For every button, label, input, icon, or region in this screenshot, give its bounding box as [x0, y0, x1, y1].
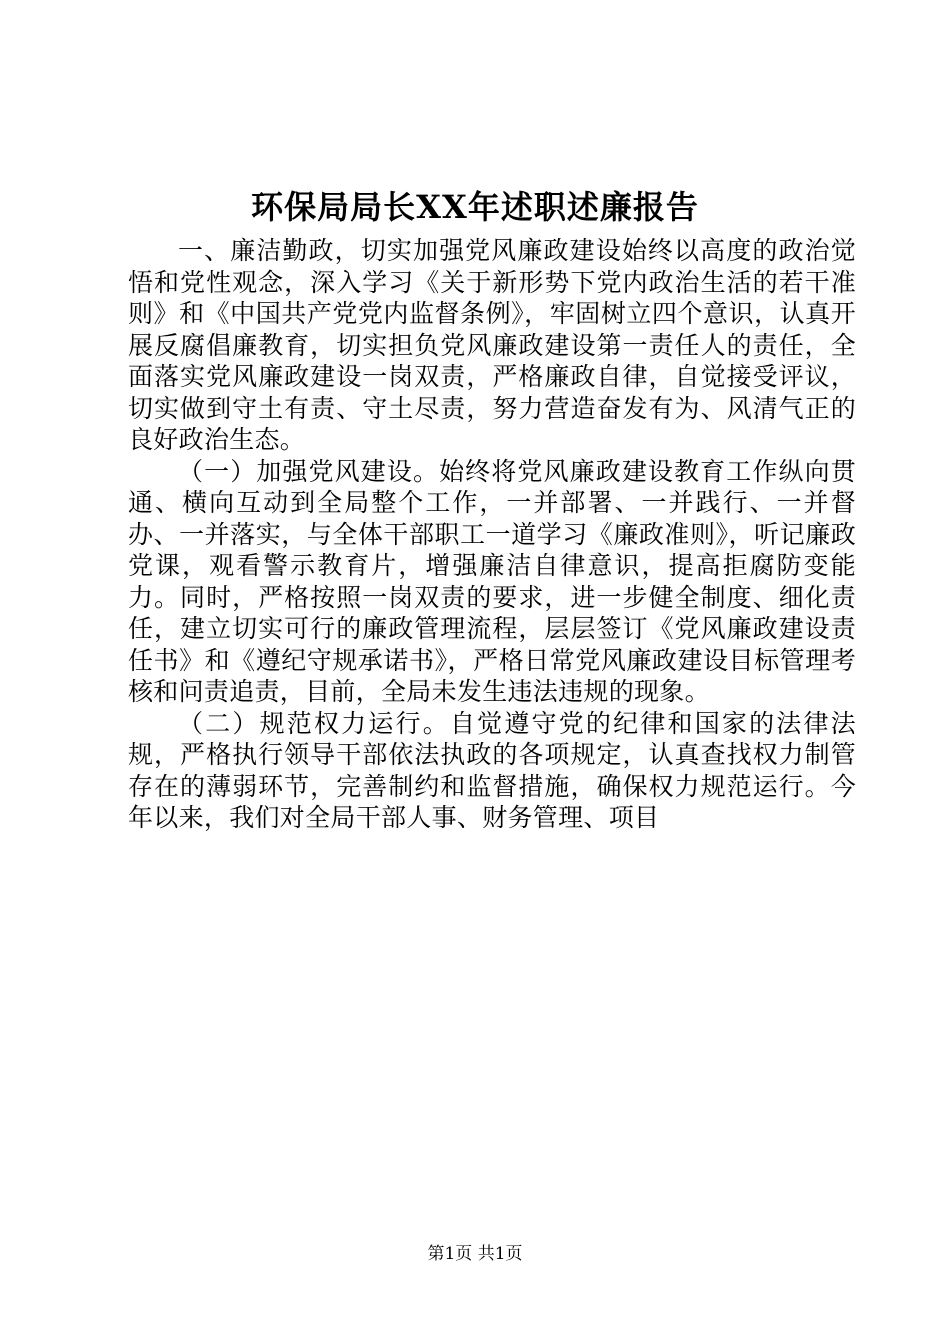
paragraph-intro: 一、廉洁勤政，切实加强党风廉政建设始终以高度的政治觉悟和党性观念，深入学习《关于新形势下党内政治生活的若干准则》和《中国共产党党内监督条例》，牢固树立四个意识，认真开展反腐倡廉教育，切实担负党风廉政建设第一责任人的责任，全面落实党风廉政建设一岗双责，严格廉政自律，自觉接受评议，切实做到守土有责、守土尽责，努力营造奋发有为、风清气正的良好政治生态。	[128, 236, 856, 454]
document-body	[128, 235, 856, 834]
page-footer: 第1页 共1页	[427, 1244, 523, 1264]
paragraph-power-regulation: （二）规范权力运行。自觉遵守党的纪律和国家的法律法规，严格执行领导干部依法执政的各项规定，认真查找权力制管存在的薄弱环节，完善制约和监督措施，确保权力规范运行。今年以来，我们对全局干部人事、财务管理、项目	[128, 708, 856, 832]
paragraph-party-style: （一）加强党风建设。始终将党风廉政建设教育工作纵向贯通、横向互动到全局整个工作，一并部署、一并践行、一并督办、一并落实，与全体干部职工一道学习《廉政准则》，听记廉政党课，观看警示教育片，增强廉洁自律意识，提高拒腐防变能力。同时，严格按照一岗双责的要求，进一步健全制度、细化责任，建立切实可行的廉政管理流程，层层签订《党风廉政建设责任书》和《遵纪守规承诺书》，严格日常党风廉政建设目标管理考核和问责追责，目前，全局未发生违法违规的现象。	[128, 456, 856, 706]
document-title: 环保局局长XX年述职述廉报告	[251, 188, 699, 226]
